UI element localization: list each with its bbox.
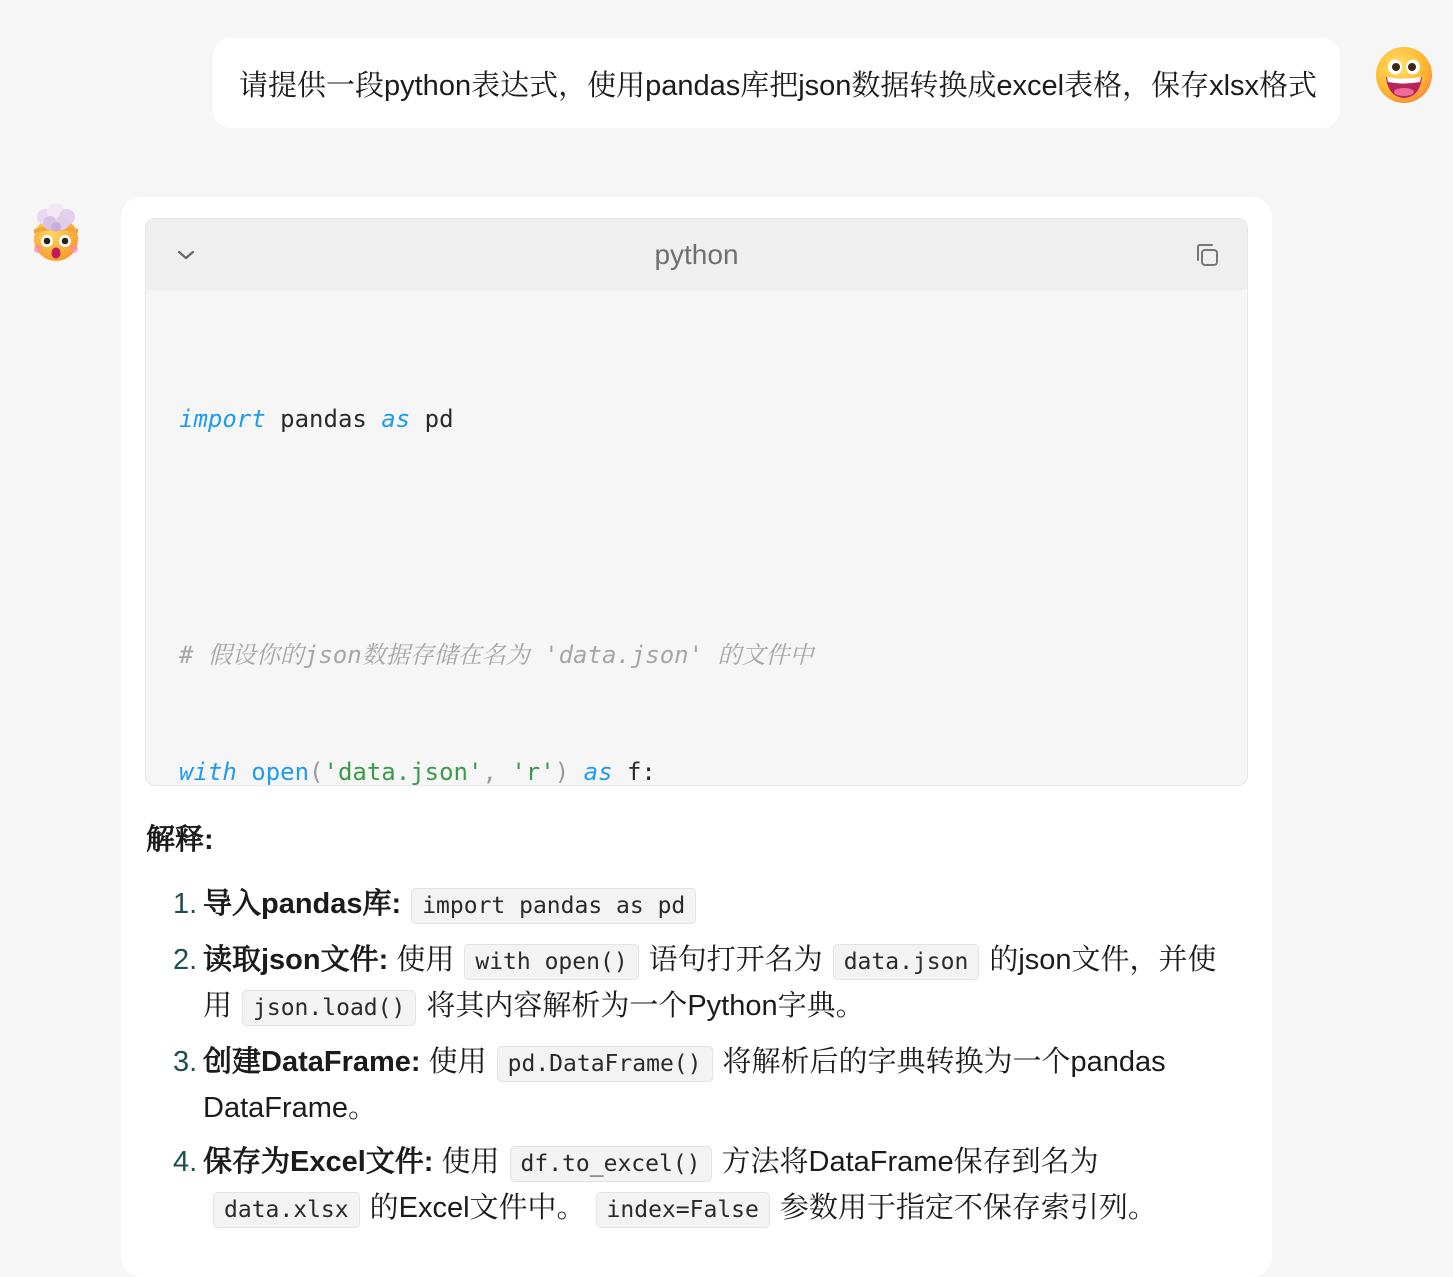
list-item-text: 方法将DataFrame保存到名为 [721,1146,1099,1178]
exploding-head-emoji-icon [27,203,85,263]
user-avatar [1375,46,1433,104]
list-item [173,1140,1233,1232]
list-item-heading: 导入pandas库: [203,888,402,920]
code-function: open [251,758,310,786]
user-message-bubble [213,38,1340,128]
inline-code: index=False [596,1192,770,1228]
list-number: 2. [173,944,198,976]
list-item-text: 使用 [420,1046,487,1078]
list-number: 3. [173,1046,198,1078]
inline-code: import pandas as pd [411,888,696,924]
code-line [179,400,1175,439]
list-number: 1. [173,888,198,920]
code-block [145,218,1248,786]
explanation-title: 解释: [146,824,214,856]
code-keyword: as [381,405,411,434]
list-item-heading: 创建DataFrame: [203,1046,421,1078]
list-item-heading: 读取json文件: [203,944,389,976]
list-item-text: 语句打开名为 [648,944,823,976]
list-item-text: 的json文件，并使用 [203,944,1217,1022]
user-message-text: 请提供一段python表达式，使用pandas库把json数据转换成excel表格，保存xlsx格式 [239,69,1318,102]
list-item-text: 将解析后的字典转换为一个pandas DataFrame。 [203,1046,1166,1124]
code-keyword: as [583,758,613,786]
list-item-text: 的Excel文件中。 [369,1192,586,1224]
list-item-text: 使用 [388,944,455,976]
inline-code: data.xlsx [213,1192,360,1228]
code-text: pd [410,405,454,434]
code-comment: # 假设你的json数据存储在名为 'data.json' 的文件中 [179,640,814,669]
inline-code: with open() [464,944,638,980]
inline-code: df.to_excel() [510,1146,712,1182]
inline-code: pd.DataFrame() [497,1046,713,1082]
code-line-empty [179,518,1175,557]
inline-code: json.load() [242,990,416,1026]
code-block-header [146,219,1247,290]
code-language-label: python [654,239,739,270]
code-keyword: with [179,758,237,786]
list-item [173,938,1233,1030]
code-punctuation: ( [309,758,324,786]
list-item [173,1040,1233,1130]
assistant-answer-card [121,197,1272,1277]
copy-icon[interactable] [1193,241,1221,269]
code-text: f: [612,758,656,786]
code-line [179,753,1175,786]
list-item-text: 使用 [433,1146,500,1178]
code-punctuation: , [482,758,512,786]
list-item-text: 参数用于指定不保存索引列。 [779,1192,1157,1224]
assistant-avatar [27,203,85,261]
list-item-text: 将其内容解析为一个Python字典。 [426,990,865,1022]
list-item [173,882,1233,928]
code-string: 'data.json' [323,758,483,786]
code-content [179,322,1175,786]
code-text: pandas [265,405,382,434]
list-number: 4. [173,1146,198,1178]
code-keyword: import [179,405,266,434]
code-string: 'r' [511,758,555,786]
grinning-face-emoji-icon [1375,46,1433,104]
explanation-list [173,882,1233,1242]
inline-code: data.json [833,944,980,980]
code-punctuation: ) [554,758,570,786]
list-item-heading: 保存为Excel文件: [203,1146,434,1178]
